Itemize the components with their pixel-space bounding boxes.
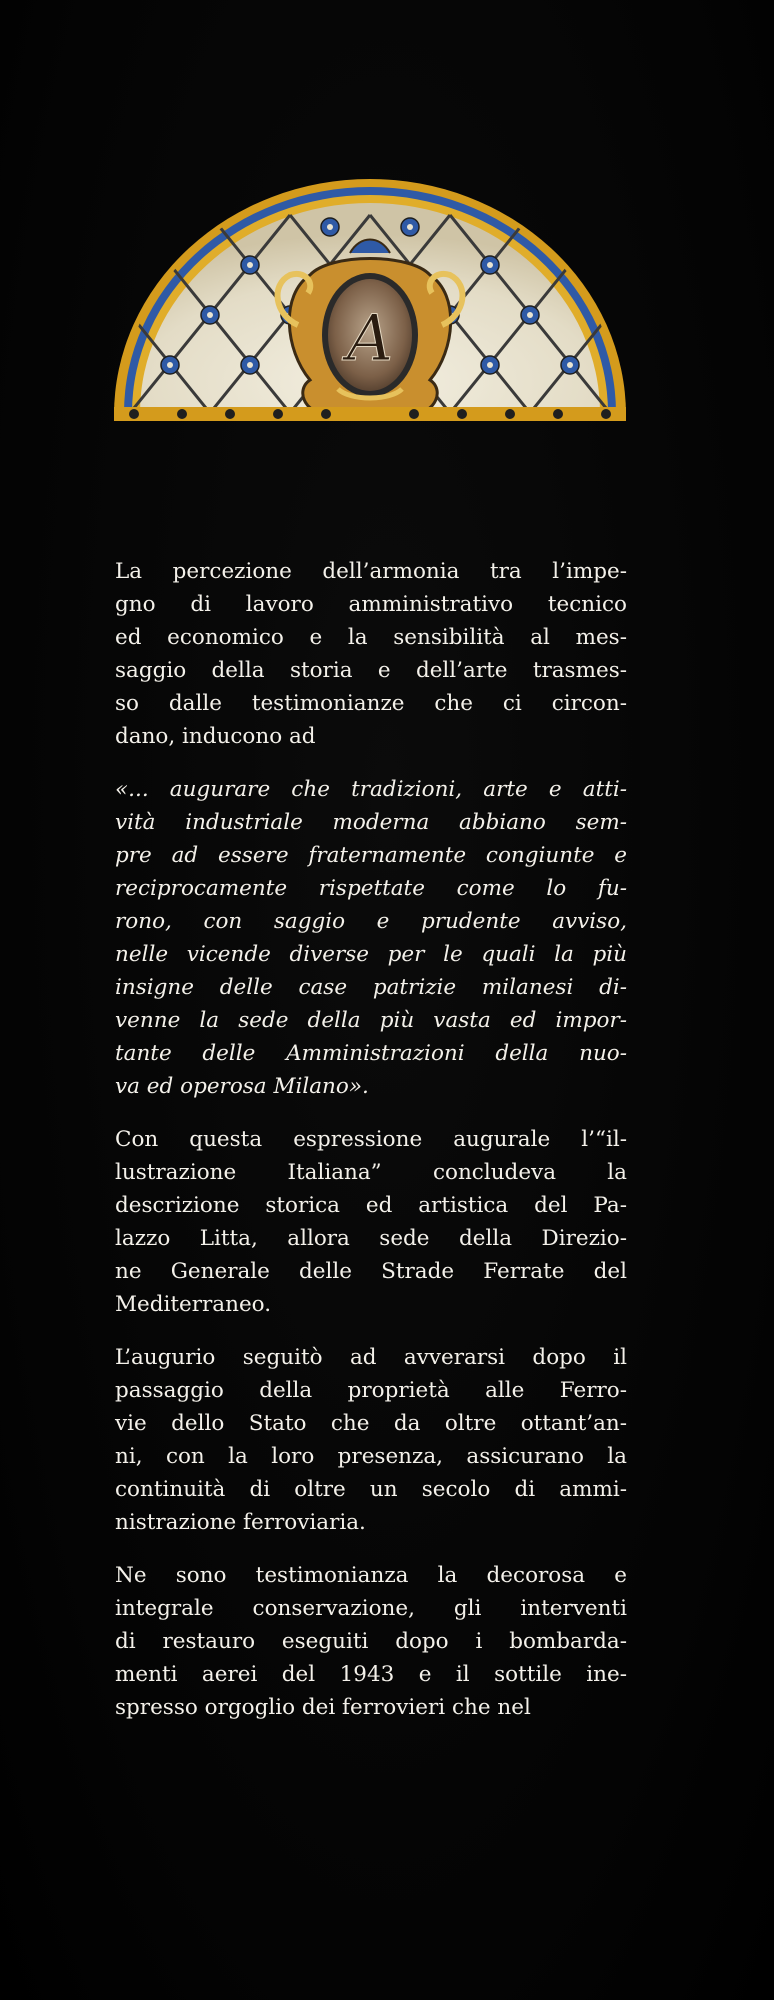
text-line: saggio della storia e dell’arte trasmes- — [115, 658, 627, 683]
text-line: vità industriale moderna abbiano sem- — [115, 810, 627, 835]
text-line: va ed operosa Milano». — [115, 1074, 369, 1099]
text-line: Ne sono testimonianza la decorosa e — [115, 1563, 627, 1588]
text-line: di restauro eseguiti dopo i bombarda- — [115, 1629, 627, 1654]
text-line: ed economico e la sensibilità al mes- — [115, 625, 627, 650]
text-line: passaggio della proprietà alle Ferro- — [115, 1378, 627, 1403]
text-line: insigne delle case patrizie milanesi di- — [115, 975, 627, 1000]
text-paragraph — [115, 1341, 627, 1539]
text-line: spresso orgoglio dei ferrovieri che nel — [115, 1695, 531, 1720]
text-line: lazzo Litta, allora sede della Direzio- — [115, 1226, 627, 1251]
monogram-letter: A — [346, 302, 394, 376]
text-line: nelle vicende diverse per le quali la più — [115, 942, 627, 967]
text-paragraph — [115, 1559, 627, 1724]
text-line: «... augurare che tradizioni, arte e atti- — [115, 777, 627, 802]
text-line: Con questa espressione augurale l’“il- — [115, 1127, 627, 1152]
text-line: venne la sede della più vasta ed impor- — [115, 1008, 627, 1033]
text-line: integrale conservazione, gli interventi — [115, 1596, 627, 1621]
window-sill — [114, 407, 626, 421]
text-line: pre ad essere fraternamente congiunte e — [115, 843, 627, 868]
text-line: descrizione storica ed artistica del Pa- — [115, 1193, 627, 1218]
text-line: tante delle Amministrazioni della nuo- — [115, 1041, 627, 1066]
text-line: gno di lavoro amministrativo tecnico — [115, 592, 627, 617]
text-line: dano, inducono ad — [115, 724, 316, 749]
text-line: ne Generale delle Strade Ferrate del — [115, 1259, 627, 1284]
text-line: menti aerei del 1943 e il sottile ine- — [115, 1662, 627, 1687]
text-line: La percezione dell’armonia tra l’impe- — [115, 559, 627, 584]
text-line: rono, con saggio e prudente avviso, — [115, 909, 627, 934]
text-line: reciprocamente rispettate come lo fu- — [115, 876, 627, 901]
text-paragraph — [115, 555, 627, 753]
text-line: vie dello Stato che da oltre ottant’an- — [115, 1411, 627, 1436]
text-line: nistrazione ferroviaria. — [115, 1510, 366, 1535]
text-line: L’augurio seguitò ad avverarsi dopo il — [115, 1345, 627, 1370]
text-paragraph — [115, 1123, 627, 1321]
quotation-paragraph — [115, 773, 627, 1103]
text-line: lustrazione Italiana” concludeva la — [115, 1160, 627, 1185]
text-line: so dalle testimonianze che ci circon- — [115, 691, 627, 716]
stained-glass-window-image — [110, 175, 630, 423]
text-line: Mediterraneo. — [115, 1292, 272, 1317]
body-text — [115, 555, 627, 1744]
text-line: continuità di oltre un secolo di ammi- — [115, 1477, 627, 1502]
text-line: ni, con la loro presenza, assicurano la — [115, 1444, 627, 1469]
